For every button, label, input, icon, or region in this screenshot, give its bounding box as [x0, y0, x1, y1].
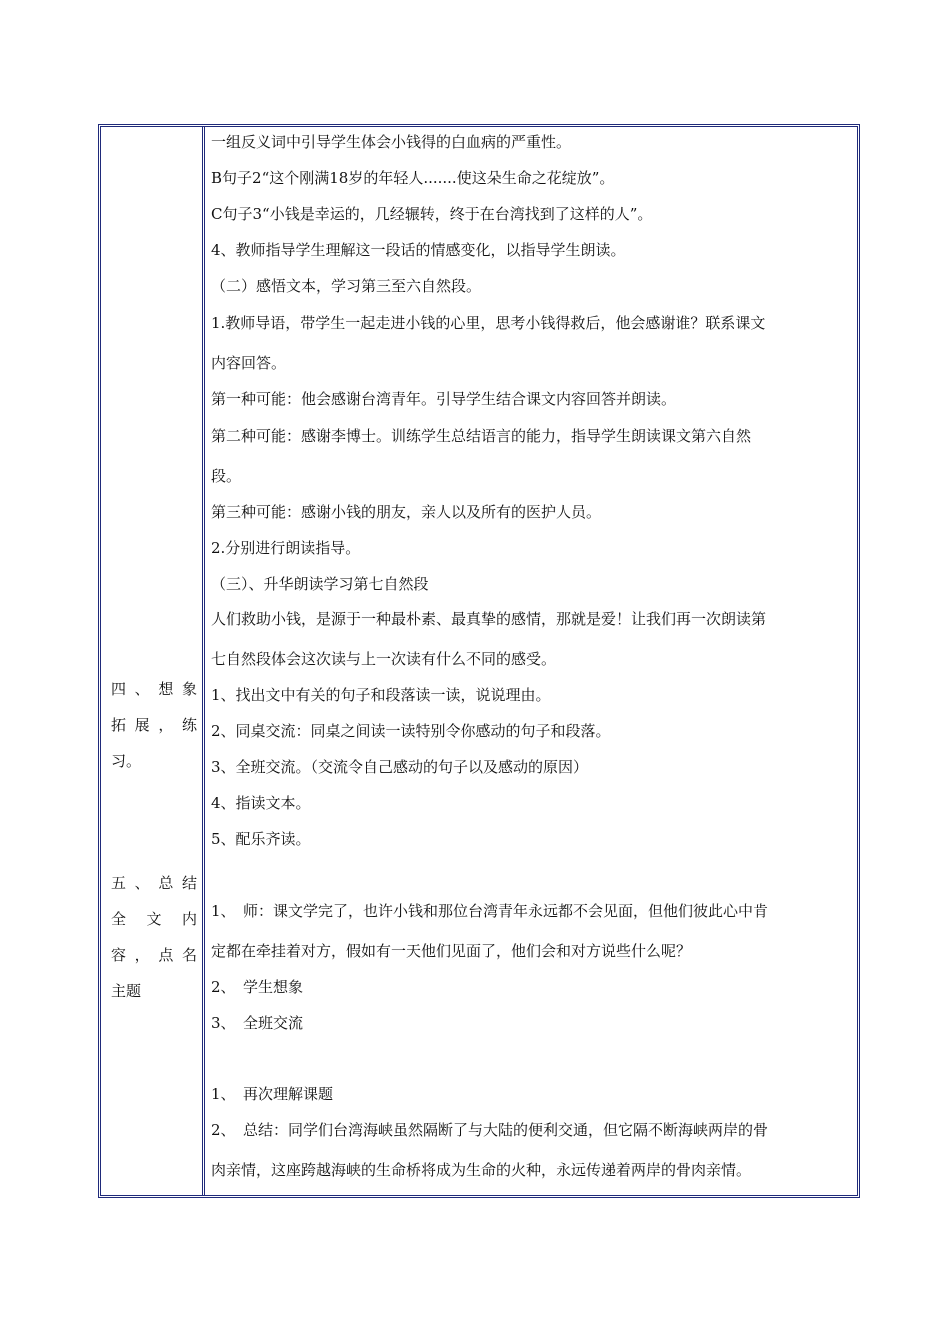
- step-4-char: 、: [134, 680, 150, 698]
- content-line: B句子2“这个刚满18岁的年轻人.......使这朵生命之花绽放”。: [211, 169, 615, 187]
- step-5-char: 文: [146, 910, 162, 928]
- step-5-char: 、: [134, 874, 150, 892]
- step-5-line-2: [111, 910, 197, 928]
- content-line: 人们救助小钱，是源于一种最朴素、最真挚的感情，那就是爱！让我们再一次朗读第: [211, 610, 767, 628]
- step-5-char: 结: [181, 874, 197, 892]
- content-column: [211, 127, 851, 1195]
- step-4-char: 想: [158, 680, 174, 698]
- content-line: 第二种可能：感谢李博士。训练学生总结语言的能力，指导学生朗读课文第六自然: [211, 427, 752, 445]
- content-line: 1.教师导语，带学生一起走进小钱的心里，思考小钱得救后，他会感谢谁？联系课文: [211, 314, 766, 332]
- content-line: 第一种可能：他会感谢台湾青年。引导学生结合课文内容回答并朗读。: [211, 390, 677, 408]
- step-5-char: 总: [158, 874, 174, 892]
- content-line: 一组反义词中引导学生体会小钱得的白血病的严重性。: [211, 133, 572, 151]
- content-line: 七自然段体会这次读与上一次读有什么不同的感受。: [211, 650, 557, 668]
- step-4-char: 四: [111, 680, 127, 698]
- content-line: （三）、升华朗读学习第七自然段: [211, 575, 429, 593]
- step-5-char: 五: [111, 874, 127, 892]
- step-4-char: 象: [181, 680, 197, 698]
- content-line: 1、 师：课文学完了，也许小钱和那位台湾青年永远都不会见面，但他们彼此心中肯: [211, 902, 769, 920]
- step-5-char: 点: [158, 946, 174, 964]
- step-5-char: 名: [181, 946, 197, 964]
- step-5-char: 全: [111, 910, 127, 928]
- content-line: 4、指读文本。: [211, 794, 311, 812]
- step-4-line-1: [111, 680, 197, 698]
- content-line: 3、 全班交流: [211, 1014, 304, 1032]
- content-line: 定都在牵挂着对方，假如有一天他们见面了，他们会和对方说些什么呢？: [211, 942, 692, 960]
- step-5-char: ，: [134, 946, 150, 964]
- content-line: 1、 再次理解课题: [211, 1085, 334, 1103]
- content-line: C句子3“小钱是幸运的，几经辗转，终于在台湾找到了这样的人”。: [211, 205, 653, 223]
- column-divider: [202, 127, 205, 1195]
- step-5-char: 容: [111, 946, 127, 964]
- step-4-char: 展: [134, 716, 150, 734]
- step-4-char: 练: [181, 716, 197, 734]
- step-column: [101, 127, 202, 1195]
- content-line: 1、找出文中有关的句子和段落读一读，说说理由。: [211, 686, 551, 704]
- content-line: 第三种可能：感谢小钱的朋友，亲人以及所有的医护人员。: [211, 503, 602, 521]
- content-line: 3、全班交流。（交流令自己感动的句子以及感动的原因）: [211, 758, 589, 776]
- content-line: （二）感悟文本，学习第三至六自然段。: [211, 277, 482, 295]
- step-5-line-4: 主题: [111, 982, 142, 1000]
- content-line: 2、同桌交流：同桌之间读一读特别令你感动的句子和段落。: [211, 722, 611, 740]
- step-4-line-3: 习。: [111, 752, 142, 770]
- step-5-line-3: [111, 946, 197, 964]
- content-line: 肉亲情，这座跨越海峡的生命桥将成为生命的火种，永远传递着两岸的骨肉亲情。: [211, 1161, 752, 1179]
- step-4-char: 拓: [111, 716, 127, 734]
- lesson-plan-table: [98, 124, 860, 1198]
- step-5-cell: [111, 874, 197, 1018]
- step-5-char: 内: [181, 910, 197, 928]
- content-line: 2、 学生想象: [211, 978, 304, 996]
- content-line: 内容回答。: [211, 354, 287, 372]
- content-line: 2.分别进行朗读指导。: [211, 539, 361, 557]
- step-5-line-1: [111, 874, 197, 892]
- content-line: 4、教师指导学生理解这一段话的情感变化，以指导学生朗读。: [211, 241, 626, 259]
- step-4-char: ，: [158, 716, 174, 734]
- content-line: 2、 总结：同学们台湾海峡虽然隔断了与大陆的便利交通，但它隔不断海峡两岸的骨: [211, 1121, 769, 1139]
- content-line: 5、配乐齐读。: [211, 830, 311, 848]
- content-line: 段。: [211, 467, 242, 485]
- step-4-cell: [111, 680, 197, 788]
- step-4-line-2: [111, 716, 197, 734]
